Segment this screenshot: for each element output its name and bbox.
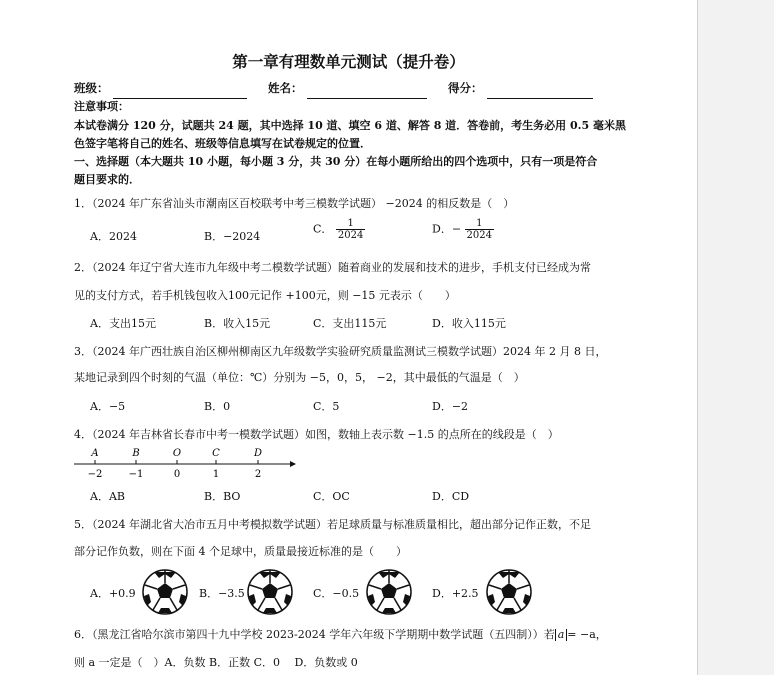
notice-line-1: 本试卷满分 120 分，试题共 24 题，其中选择 10 道、填空 6 道、解答 8 道．答卷前，考生务必用 0.5 毫米黑	[74, 119, 626, 132]
q1-stem: 1．（2024 年广东省汕头市潮南区百校联考中考三模数学试题） −2024 的相反数是（ ）	[74, 197, 515, 210]
q3-option-c[interactable]: C．5	[313, 400, 340, 413]
soccer-ball-icon	[246, 568, 294, 616]
score-label: 得分：	[448, 81, 483, 95]
q1-option-b[interactable]: B．−2024	[204, 230, 261, 243]
point-label-o: O	[172, 448, 182, 459]
q2-option-a[interactable]: A．支出15元	[90, 317, 156, 330]
q5-option-c[interactable]: C．−0.5	[313, 587, 360, 600]
point-label-b: B	[132, 448, 140, 459]
q6-line-1: 6．（黑龙江省哈尔滨市第四十九中学校 2023-2024 学年六年级下学期期中数学试题（五四制））若 a = −a，	[74, 628, 607, 641]
class-field[interactable]	[113, 80, 247, 99]
tick-label-neg1: −1	[128, 469, 144, 480]
q2-line-1: 2．（2024 年辽宁省大连市九年级中考二模数学试题）随着商业的发展和技术的进步，手机支付已经成为常	[74, 261, 591, 274]
name-field[interactable]	[307, 80, 427, 99]
q1-option-c[interactable]: C． $\frac{1}{2024}$	[313, 218, 364, 241]
number-line-arrow	[290, 461, 296, 467]
q5-option-b[interactable]: B．−3.5	[199, 587, 245, 600]
q5-line-2: 部分记作负数，则在下面 4 个足球中，质量最接近标准的是（ ）	[74, 545, 407, 558]
point-label-a: A	[91, 448, 99, 459]
q2-line-2: 见的支付方式，若手机钱包收入100元记作 +100元，则 −15 元表示（ ）	[74, 289, 456, 302]
notice-heading: 注意事项：	[74, 100, 129, 113]
soccer-ball-icon	[485, 568, 533, 616]
q2-option-c[interactable]: C．支出115元	[313, 317, 387, 330]
q4-stem: 4．（2024 年吉林省长春市中考一模数学试题）如图，数轴上表示数 −1.5 的点所在的线段是（ ）	[74, 428, 559, 441]
q3-option-a[interactable]: A．−5	[90, 400, 126, 413]
q5-option-d[interactable]: D．+2.5	[432, 587, 479, 600]
q4-option-a[interactable]: A．AB	[90, 490, 125, 503]
page-title: 第一章有理数单元测试（提升卷）	[232, 52, 465, 71]
viewer-background	[698, 0, 774, 675]
notice-line-2: 色签字笔将自己的姓名、班级等信息填写在试卷规定的位置．	[74, 137, 371, 150]
q4-option-b[interactable]: B．BO	[204, 490, 241, 503]
q4-option-c[interactable]: C．OC	[313, 490, 350, 503]
q6-line-2: 则 a 一定是（ ）A．负数 B．正数 C．0 D．负数或 0	[74, 656, 358, 669]
soccer-ball-icon	[141, 568, 189, 616]
score-field[interactable]	[487, 80, 593, 99]
name-label: 姓名：	[268, 81, 303, 95]
q1-option-d[interactable]: D．− $\frac{1}{2024}$	[432, 218, 492, 241]
section1-line-1: 一、选择题（本大题共 10 小题，每小题 3 分，共 30 分）在每小题所给出的四个选项中，只有一项是符合	[74, 155, 598, 168]
q3-line-2: 某地记录到四个时刻的气温（单位：℃）分别为 −5，0，5， −2，其中最低的气温是（ ）	[74, 371, 525, 384]
q5-option-a[interactable]: A．+0.9	[90, 587, 136, 600]
q4-option-d[interactable]: D．CD	[432, 490, 470, 503]
tick-label-1: 1	[212, 469, 220, 480]
tick-label-2: 2	[254, 469, 262, 480]
tick-label-neg2: −2	[87, 469, 103, 480]
q2-option-d[interactable]: D．收入115元	[432, 317, 506, 330]
q5-line-1: 5．（2024 年湖北省大冶市五月中考模拟数学试题）若足球质量与标准质量相比，超出部分记作正数，不足	[74, 518, 591, 531]
q3-option-d[interactable]: D．−2	[432, 400, 469, 413]
tick-label-0: 0	[173, 469, 181, 480]
soccer-ball-icon	[365, 568, 413, 616]
q3-line-1: 3．（2024 年广西壮族自治区柳州柳南区九年级数学实验研究质量监测试三模数学试题）2024 年 2 月 8 日，	[74, 345, 607, 358]
point-label-c: C	[212, 448, 220, 459]
number-line-figure	[70, 444, 300, 482]
q3-option-b[interactable]: B．0	[204, 400, 231, 413]
q1-c-fraction: $\frac{1}{2024}$	[337, 218, 364, 241]
q1-d-fraction: $\frac{1}{2024}$	[466, 218, 492, 241]
section1-line-2: 题目要求的．	[74, 173, 140, 186]
q1-option-a[interactable]: A．2024	[90, 230, 137, 243]
point-label-d: D	[253, 448, 263, 459]
q6-abs-value: a	[555, 629, 568, 641]
q2-option-b[interactable]: B．收入15元	[204, 317, 271, 330]
class-label: 班级：	[74, 81, 109, 95]
